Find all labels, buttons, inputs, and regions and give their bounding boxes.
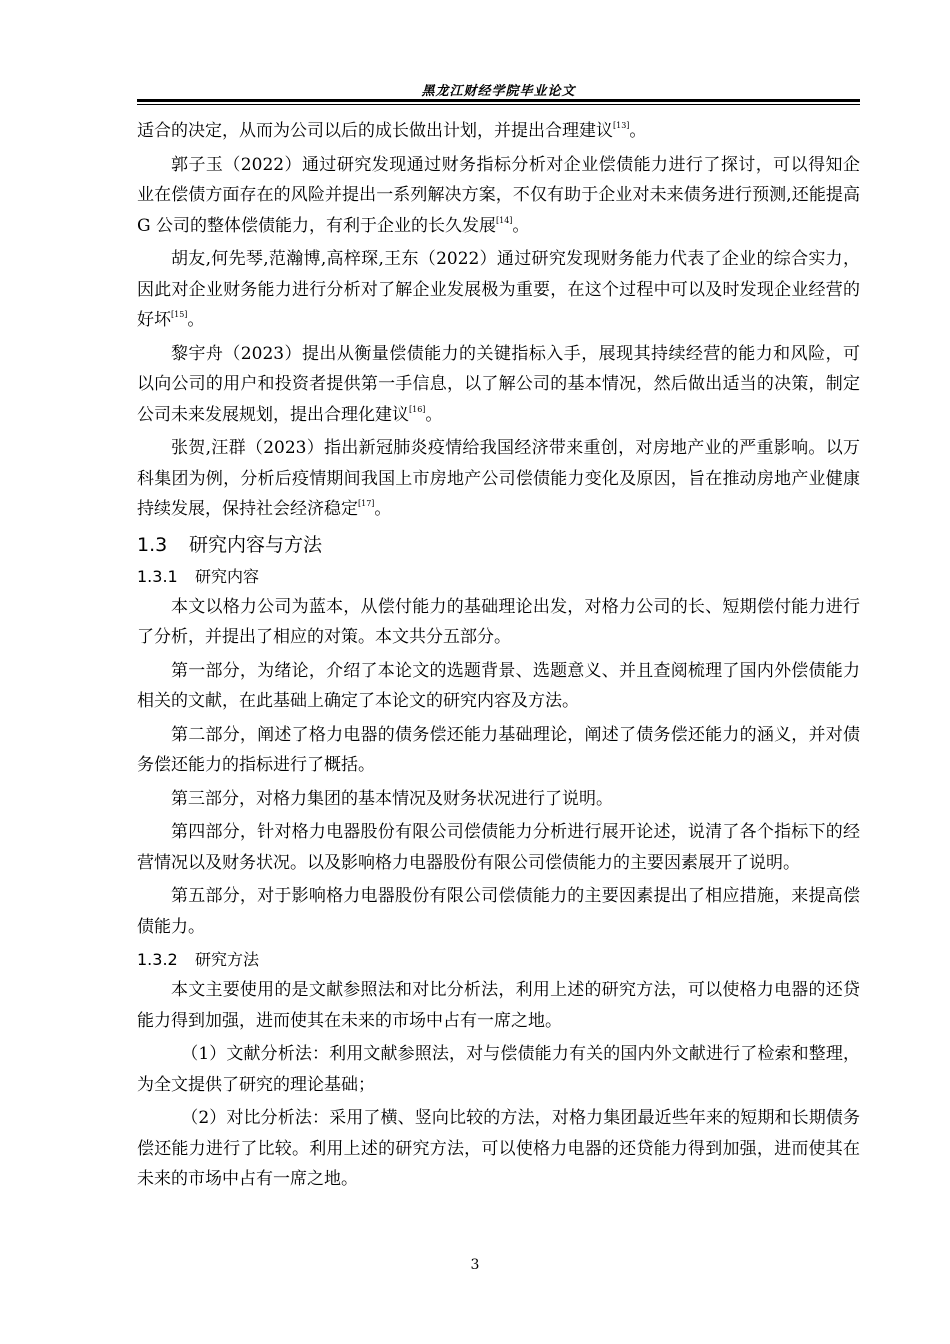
header-rule-thin — [137, 104, 860, 105]
header-rule-thick — [137, 99, 860, 102]
paragraph-end: 。 — [425, 404, 443, 425]
subsection-title: 研究方法 — [195, 950, 260, 969]
subsection-heading-1-3-2 — [137, 945, 860, 975]
paragraph-part-one: 第一部分，为绪论，介绍了本论文的选题背景、选题意义、并且查阅梳理了国内外偿债能力相关的文献，在此基础上确定了本论文的研究内容及方法。 — [137, 660, 860, 711]
paragraph-methods-overview: 本文主要使用的是文献参照法和对比分析法，利用上述的研究方法，可以使格力电器的还贷能力得到加强，进而使其在未来的市场中占有一席之地。 — [137, 980, 860, 1031]
paragraph-end: 。 — [512, 215, 530, 236]
paragraph-end: 。 — [629, 121, 647, 141]
citation-marker: [14] — [495, 215, 513, 225]
paragraph-method-comparison: （2）对比分析法：采用了横、竖向比较的方法，对格力集团最近些年来的短期和长期债务偿还能力进行了比较。利用上述的研究方法，可以使格力电器的还贷能力得到加强，进而使其在未来的市场中占有一席之地。 — [137, 1108, 860, 1189]
citation-marker: [15] — [171, 310, 188, 319]
citation-marker: [13] — [613, 121, 630, 130]
paragraph-part-two: 第二部分，阐述了格力电器的债务偿还能力基础理论，阐述了债务偿还能力的涵义，并对债务偿还能力的指标进行了概括。 — [137, 724, 860, 775]
subsection-heading-1-3-1 — [137, 562, 860, 592]
paragraph-end: 。 — [187, 310, 205, 330]
citation-marker: [16] — [409, 404, 426, 414]
paragraph-part-four: 第四部分，针对格力电器股份有限公司偿债能力分析进行展开论述，说清了各个指标下的经营情况以及财务状况。以及影响格力电器股份有限公司偿债能力的主要因素展开了说明。 — [137, 822, 860, 873]
paragraph-method-literature: （1）文献分析法：利用文献参照法，对与偿债能力有关的国内外文献进行了检索和整理，为全文提供了研究的理论基础； — [137, 1044, 860, 1095]
body-text — [137, 116, 860, 1198]
citation-marker: [17] — [358, 499, 375, 508]
page-number: 3 — [470, 1257, 480, 1273]
paragraph-content-overview: 本文以格力公司为蓝本，从偿付能力的基础理论出发，对格力公司的长、短期偿付能力进行了分析，并提出了相应的对策。本文共分五部分。 — [137, 596, 860, 647]
paragraph-text: 黎宇舟（2023）提出从衡量偿债能力的关键指标入手，展现其持续经营的能力和风险，可以向公司的用户和投资者提供第一手信息，以了解公司的基本情况，然后做出适当的决策，制定公司未来发展规划，提出合理化建议 — [137, 343, 860, 425]
paragraph-literature-guo — [137, 150, 860, 242]
paragraph-literature-li — [137, 339, 860, 431]
paragraph-literature-zhang — [137, 433, 860, 525]
paragraph-text: 胡友,何先琴,范瀚博,高梓琛,王东（2022）通过研究发现财务能力代表了企业的综合实力，因此对企业财务能力进行分析对了解企业发展极为重要，在这个过程中可以及时发现企业经营的好坏 — [137, 249, 860, 330]
paragraph-text: 张贺,汪群（2023）指出新冠肺炎疫情给我国经济带来重创，对房地产业的严重影响。以万科集团为例，分析后疫情期间我国上市房地产公司偿债能力变化及原因，旨在推动房地产业健康持续发展，保持社会经济稳定 — [137, 438, 860, 519]
subsection-number: 1.3.2 — [137, 950, 178, 969]
subsection-title: 研究内容 — [195, 566, 260, 586]
paragraph-end: 。 — [374, 499, 392, 519]
section-title: 研究内容与方法 — [189, 533, 323, 556]
paragraph-literature-hu — [137, 244, 860, 336]
section-heading-1-3 — [137, 528, 860, 562]
section-number: 1.3 — [137, 533, 168, 556]
running-header-title: 黑龙江财经学院毕业论文 — [421, 84, 576, 99]
paragraph-continuation — [137, 116, 860, 147]
paragraph-text: 郭子玉（2022）通过研究发现通过财务指标分析对企业偿债能力进行了探讨，可以得知企业在偿债方面存在的风险并提出一系列解决方案，不仅有助于企业对未来债务进行预测,还能提高 G 公司的整体偿债能力，有利于企业的长久发展 — [137, 154, 860, 236]
paragraph-text: 适合的决定，从而为公司以后的成长做出计划，并提出合理建议 — [137, 121, 613, 141]
paragraph-part-three: 第三部分，对格力集团的基本情况及财务状况进行了说明。 — [171, 788, 613, 809]
paragraph-part-five: 第五部分，对于影响格力电器股份有限公司偿债能力的主要因素提出了相应措施，来提高偿债能力。 — [137, 886, 860, 937]
subsection-number: 1.3.1 — [137, 566, 178, 586]
